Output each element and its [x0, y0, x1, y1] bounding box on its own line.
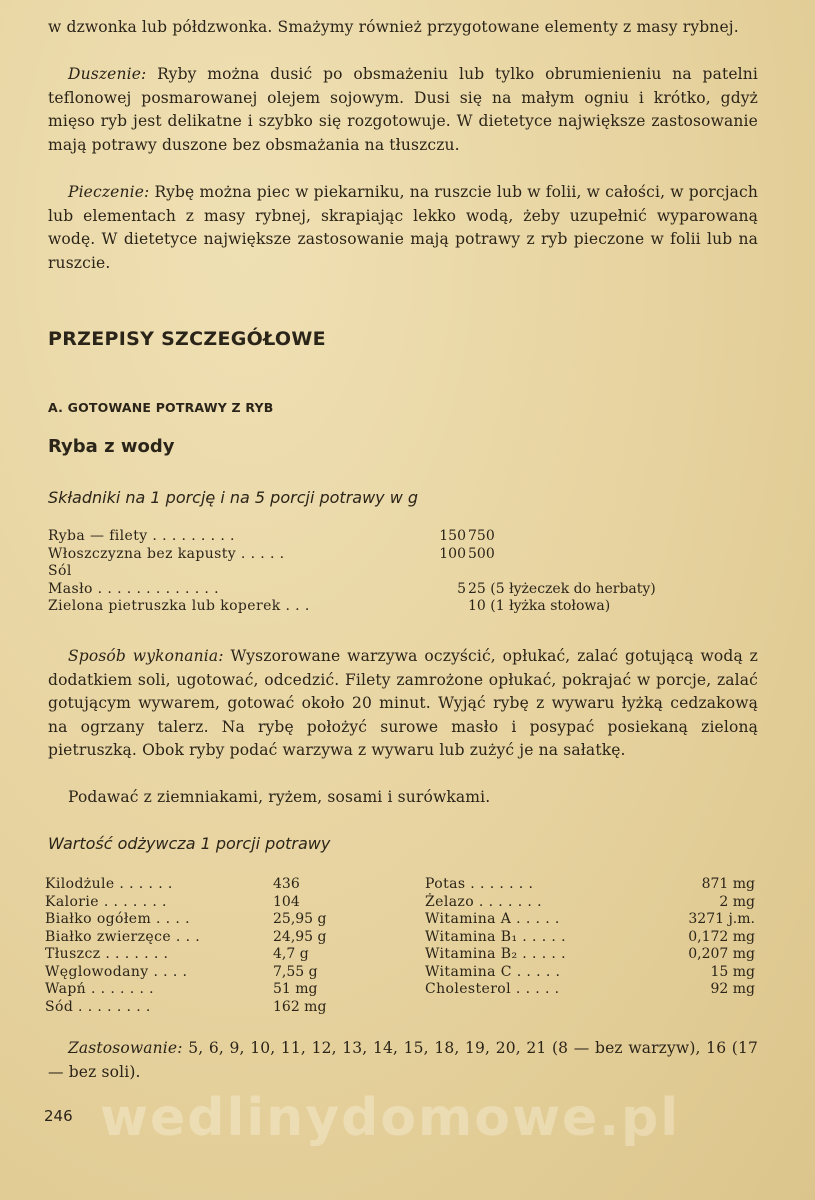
nutrient-name: Witamina B₂ . . . . .	[425, 946, 566, 962]
paragraph-serving	[48, 786, 758, 810]
nutrient-name: Cholesterol . . . . .	[425, 981, 560, 997]
ingredient-row	[48, 528, 748, 546]
nutrient-value: 0,172 mg	[688, 928, 755, 945]
ingredient-qty-5: 750	[468, 528, 495, 544]
serving-text: Podawać z ziemniakami, ryżem, sosami i surówkami.	[68, 788, 491, 806]
ingredient-name: Masło . . . . . . . . . . . . .	[48, 580, 219, 597]
paragraph-baking	[48, 181, 758, 275]
ingredient-row	[48, 563, 748, 581]
nutrition-row	[45, 964, 365, 982]
nutrition-heading: Wartość odżywcza 1 porcji potrawy	[48, 834, 331, 853]
ingredient-row	[48, 581, 748, 599]
nutrition-row	[425, 964, 755, 982]
nutrition-row	[425, 946, 755, 964]
method-label: Sposób wykonania:	[68, 647, 224, 665]
nutrient-value: 0,207 mg	[688, 946, 755, 962]
ingredients-heading: Składniki na 1 porcję i na 5 porcji potrawy w g	[48, 488, 419, 507]
nutrient-name: Tłuszcz . . . . . . .	[45, 946, 169, 962]
baking-label: Pieczenie:	[68, 183, 150, 201]
nutrient-value: 7,55 g	[273, 963, 318, 980]
nutrition-row	[425, 894, 755, 912]
usage-text: 5, 6, 9, 10, 11, 12, 13, 14, 15, 18, 19, 20, 21 (8 — bez warzyw), 16 (17 — bez soli).	[48, 1039, 759, 1081]
paragraph-usage	[48, 1037, 758, 1084]
nutrient-name: Białko zwierzęce . . .	[45, 928, 201, 945]
ingredient-name: Sól	[48, 563, 72, 579]
subsection-title: A. GOTOWANE POTRAWY Z RYB	[48, 400, 274, 415]
method-text: Wyszorowane warzywa oczyścić, opłukać, zalać gotującą wodą z dodatkiem soli, ugotować, odcedzić. Filety zamrożone opłukać, pokrajać w porcje, zalać gotującym wywarem, gotować około 20 minut. Wyjąć rybę z wywaru łyżką cedzakową na ogrzany talerz. Na rybę położyć surowe masło i posypać posiekaną zieloną pietruszką. Obok ryby podać warzywa z wywaru lub zużyć je na sałatkę.	[48, 647, 758, 760]
nutrition-row	[45, 876, 365, 894]
ingredients-table	[48, 528, 748, 616]
nutrient-value: 871 mg	[701, 876, 755, 892]
stewing-text: Ryby można dusić po obsmażeniu lub tylko obrumienieniu na patelni teflonowej posmarowanej olejem sojowym. Dusi się na małym ogniu i krótko, gdyż mięso ryb jest delikatne i szybko się rozgotowuje. W dietetyce największe zastosowanie mają potrawy duszone bez obsmażania na tłuszczu.	[48, 65, 759, 154]
intro-paragraph-frying	[48, 16, 758, 40]
ingredient-qty-1: 100	[439, 545, 466, 562]
ingredient-qty-5: 25 (5 łyżeczek do herbaty)	[468, 580, 656, 597]
nutrient-name: Kalorie . . . . . . .	[45, 893, 167, 910]
ingredient-qty-5: 500	[468, 545, 495, 562]
nutrition-row	[45, 911, 365, 929]
nutrition-row	[45, 894, 365, 912]
nutrient-value: 51 mg	[273, 981, 318, 997]
stewing-label: Duszenie:	[68, 65, 147, 83]
paragraph-stewing	[48, 63, 758, 157]
recipe-title: Ryba z wody	[48, 436, 175, 457]
usage-label: Zastosowanie:	[68, 1039, 183, 1057]
paragraph-method	[48, 645, 758, 763]
nutrition-row	[425, 911, 755, 929]
ingredient-row	[48, 546, 748, 564]
nutrient-name: Sód . . . . . . . .	[45, 998, 151, 1015]
nutrient-name: Kilodżule . . . . . .	[45, 876, 173, 892]
watermark: wedlinydomowe.pl	[100, 1088, 681, 1148]
nutrient-value: 24,95 g	[273, 928, 327, 945]
nutrient-value: 15 mg	[710, 963, 755, 980]
nutrient-value: 2 mg	[719, 893, 755, 910]
nutrient-name: Witamina C . . . . .	[425, 963, 561, 980]
nutrient-value: 436	[273, 876, 300, 892]
nutrition-row	[45, 981, 365, 999]
nutrition-row	[425, 929, 755, 947]
nutrient-value: 92 mg	[710, 981, 755, 997]
nutrition-row	[425, 981, 755, 999]
nutrient-name: Witamina B₁ . . . . .	[425, 928, 566, 945]
page-number: 246	[44, 1107, 73, 1125]
nutrient-value: 162 mg	[273, 998, 327, 1015]
nutrition-table-left	[45, 876, 365, 1016]
ingredient-name: Ryba — filety . . . . . . . . .	[48, 528, 235, 544]
ingredient-qty-1: 5	[457, 580, 466, 597]
ingredient-row	[48, 598, 748, 616]
baking-text: Rybę można piec w piekarniku, na ruszcie lub w folii, w całości, w porcjach lub elementach z masy rybnej, skrapiając lekko wodą, żeby uzupełnić wyparowaną wodę. W dietetyce największe zastosowanie mają potrawy z ryb pieczone w folii lub na ruszcie.	[48, 183, 759, 272]
nutrition-table-right	[425, 876, 755, 999]
nutrient-name: Żelazo . . . . . . .	[425, 893, 542, 910]
nutrient-name: Białko ogółem . . . .	[45, 911, 190, 927]
nutrition-row	[45, 946, 365, 964]
nutrition-row	[425, 876, 755, 894]
section-title: PRZEPISY SZCZEGÓŁOWE	[48, 328, 326, 350]
nutrition-row	[45, 929, 365, 947]
nutrient-name: Potas . . . . . . .	[425, 876, 534, 892]
nutrient-name: Wapń . . . . . . .	[45, 981, 155, 997]
nutrient-name: Witamina A . . . . .	[425, 911, 560, 927]
nutrient-name: Węglowodany . . . .	[45, 963, 188, 980]
intro-line: w dzwonka lub półdzwonka. Smażymy również przygotowane elementy z masy rybnej.	[48, 18, 739, 36]
nutrient-value: 25,95 g	[273, 911, 327, 927]
ingredient-name: Zielona pietruszka lub koperek . . .	[48, 598, 310, 614]
ingredient-name: Włoszczyzna bez kapusty . . . . .	[48, 545, 285, 562]
ingredient-qty-5: 10 (1 łyżka stołowa)	[468, 598, 611, 614]
nutrition-row	[45, 999, 365, 1017]
nutrient-value: 104	[273, 893, 300, 910]
ingredient-qty-1: 150	[439, 528, 466, 544]
nutrient-value: 3271 j.m.	[688, 911, 755, 927]
nutrient-value: 4,7 g	[273, 946, 309, 962]
